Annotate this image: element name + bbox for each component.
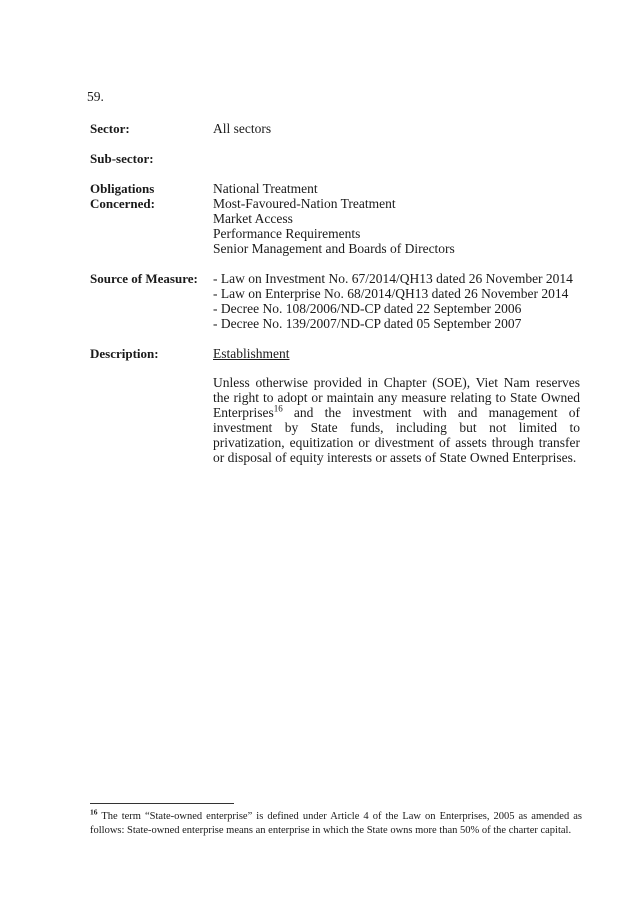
obligations-label-line2: Concerned: [90,196,155,211]
description-text-before: Unless otherwise provided in Chapter (SOE), Viet Nam reserves the right to adopt or maintain any measure relating to State Owned Enterprises [213,375,580,420]
description-text-after: and the investment with and management of investment by State funds, including but not limited to privatization, equitization or divestment of assets through transfer or disposal of equity interests or assets of State Owned Enterprises. [213,405,580,465]
sector-value: All sectors [213,121,272,136]
description-heading: Establishment [213,346,290,361]
obligation-item: Most-Favoured-Nation Treatment [213,196,396,211]
obligations-label-line1: Obligations [90,181,155,196]
obligation-item: Performance Requirements [213,226,361,241]
footnote-text: The term “State-owned enterprise” is defined under Article 4 of the Law on Enterprises, 2005 as amended as follows: State-owned enterprise means an enterprise in which the State owns more than 50% of the charter capital. [90,811,582,836]
obligation-item: National Treatment [213,181,318,196]
obligation-item: Market Access [213,211,293,226]
footnote-divider [90,803,234,804]
description-label: Description: [90,346,159,361]
source-item: - Decree No. 139/2007/ND-CP dated 05 September 2007 [213,316,522,331]
source-item: - Decree No. 108/2006/ND-CP dated 22 September 2006 [213,301,522,316]
source-label: Source of Measure: [90,271,198,286]
sector-label: Sector: [90,121,130,136]
source-list [213,271,580,331]
footnote-reference: 16 [273,403,283,414]
footnote [90,807,582,838]
sub-sector-label: Sub-sector: [90,151,154,166]
footnote-marker: 16 [90,807,98,817]
obligations-label [90,181,210,211]
obligation-item: Senior Management and Boards of Directors [213,241,455,256]
source-item: - Law on Enterprise No. 68/2014/QH13 dated 26 November 2014 [213,286,569,301]
obligations-list [213,181,580,256]
description-paragraph [213,375,580,465]
source-item: - Law on Investment No. 67/2014/QH13 dated 26 November 2014 [213,271,573,286]
entry-number: 59. [87,89,104,104]
